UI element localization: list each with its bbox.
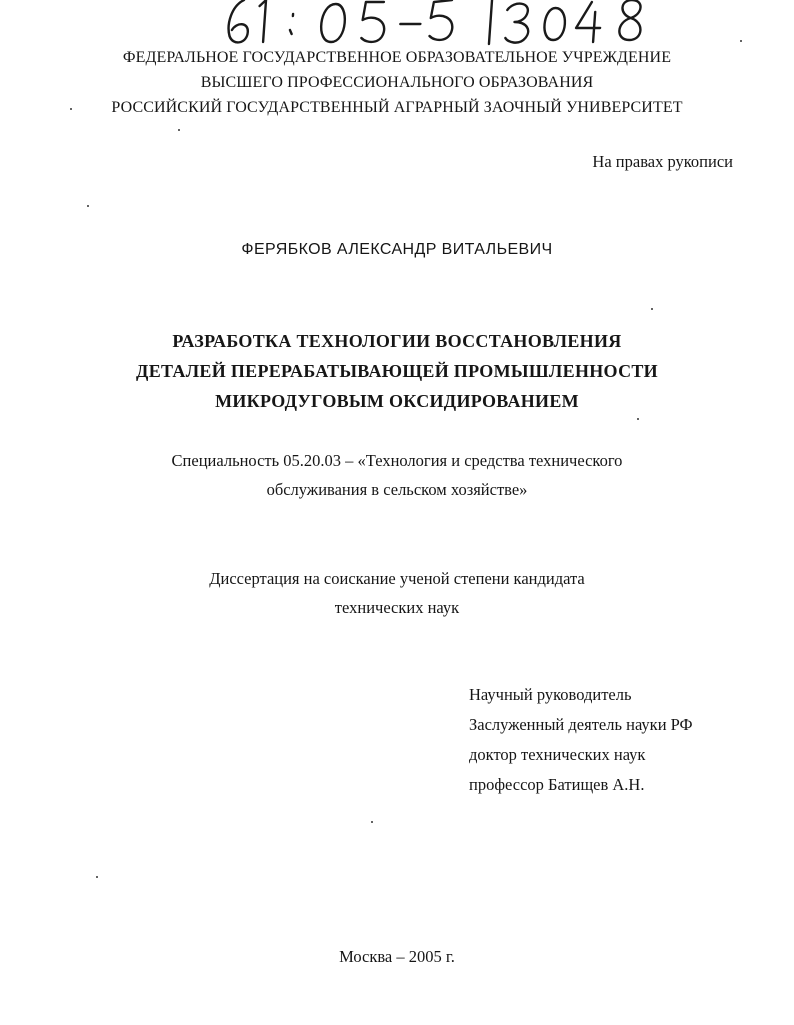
specialty-line-2: обслуживания в сельском хозяйстве» bbox=[266, 480, 528, 499]
dissertation-degree-line-2: технических наук bbox=[334, 598, 460, 617]
dissertation-degree-line-1: Диссертация на соискание ученой степени кандидата bbox=[209, 569, 585, 588]
scan-speck bbox=[651, 308, 653, 310]
supervisor-honorary-title: Заслуженный деятель науки РФ bbox=[469, 715, 693, 734]
scan-speck bbox=[371, 821, 373, 823]
scan-speck bbox=[87, 205, 89, 207]
institution-line-2: ВЫСШЕГО ПРОФЕССИОНАЛЬНОГО ОБРАЗОВАНИЯ bbox=[200, 74, 594, 91]
supervisor-label: Научный руководитель bbox=[469, 685, 632, 704]
thesis-title-line-2: ДЕТАЛЕЙ ПЕРЕРАБАТЫВАЮЩЕЙ ПРОМЫШЛЕННОСТИ bbox=[136, 361, 658, 381]
specialty-line-1: Специальность 05.20.03 – «Технология и средства технического bbox=[171, 451, 623, 470]
institution-line-1: ФЕДЕРАЛЬНОЕ ГОСУДАРСТВЕННОЕ ОБРАЗОВАТЕЛЬНОЕ УЧРЕЖДЕНИЕ bbox=[122, 49, 672, 66]
thesis-title-line-3: МИКРОДУГОВЫМ ОКСИДИРОВАНИЕМ bbox=[215, 391, 579, 411]
city-year: Москва – 2005 г. bbox=[339, 947, 455, 966]
scan-speck bbox=[637, 418, 639, 420]
scan-speck bbox=[70, 108, 72, 110]
thesis-title-line-1: РАЗРАБОТКА ТЕХНОЛОГИИ ВОССТАНОВЛЕНИЯ bbox=[172, 331, 622, 351]
author-name: ФЕРЯБКОВ АЛЕКСАНДР ВИТАЛЬЕВИЧ bbox=[241, 241, 553, 258]
rights-note: На правах рукописи bbox=[592, 152, 733, 171]
scan-speck bbox=[178, 129, 180, 131]
supervisor-degree: доктор технических наук bbox=[469, 745, 646, 764]
scan-speck bbox=[96, 876, 98, 878]
institution-line-3: РОССИЙСКИЙ ГОСУДАРСТВЕННЫЙ АГРАРНЫЙ ЗАОЧНЫЙ УНИВЕРСИТЕТ bbox=[111, 99, 683, 116]
supervisor-name: профессор Батищев А.Н. bbox=[469, 775, 645, 794]
scan-speck bbox=[740, 40, 742, 42]
